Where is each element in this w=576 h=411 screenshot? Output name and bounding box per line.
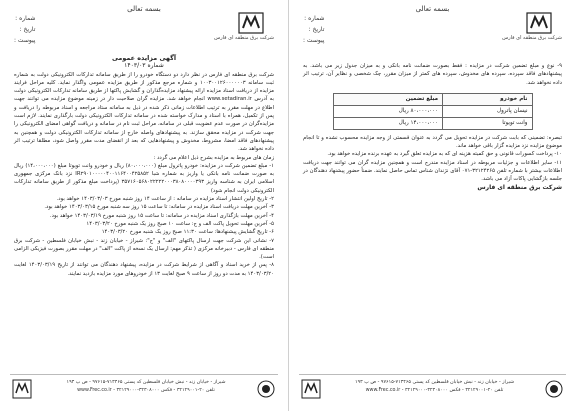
letter-meta — [14, 13, 35, 46]
meta-number: شماره : — [304, 15, 325, 22]
footer-address — [40, 379, 252, 395]
page-footer — [299, 374, 566, 401]
notice-item-10: ۱۰- پرداخت کسورات قانونی و حق کمیته هزینه ای که به مزایده تعلق گیرد به عهده برنده مزایده خواهد بود. — [327, 151, 562, 158]
notice-title: آگهی مزایده عمومی — [111, 54, 177, 62]
meta-date: تاریخ : — [19, 26, 36, 33]
table-cell-vehicle: نیسان پاترول — [443, 105, 532, 117]
footer-address — [329, 379, 540, 395]
bismillah-heading: بسمه تعالی — [127, 5, 161, 13]
table-row — [333, 117, 532, 129]
table-header-amount: مبلغ تضمین — [333, 93, 443, 105]
letter-meta — [303, 13, 324, 46]
footer-contact-line: تلفن ۲۰-۳۲۱۲۹۰۰۱ - فکس ۳۲۳۰۸۰۰۰-۳۲۱۲۹۰۰۰ - www.Frec.co.ir — [365, 388, 504, 393]
company-logo — [214, 12, 274, 41]
table-cell-amount: ۱۴،۰۰۰،۰۰۰ ریال — [333, 117, 443, 129]
footer-logo-icon — [12, 379, 32, 399]
guarantee-table — [333, 93, 533, 130]
signature-line: شرکت برق منطقه ای فارس — [477, 183, 562, 191]
notice-item-1: ۱- مبلغ تضمین شرکت در مزایده: خودرو پاترول مبلغ (۸۰،۰۰۰،۰۰۰) ریال و خودرو وانت تویوتا مبلغ (۱۴،۰۰۰،۰۰۰) ریال به صورت ضمانت نامه بانکی یا واریز به شماره شبا IR۲۹۰۱۰۰۰۰۰۴۰۰۱۱۶۴۰۰۴۲۵۸۵۲ نزد بانک مرکزی جمهوری اسلامی ایران به شناسه واریز ۳۵۷۱۶۰۵۶۸۰۲۲۲۲۲۰۰۰۳۸۰۸۰۰۰۰۳۹۳ (پرداخت مبلغ مذکور از طریق سامانه تدارکات الکترونیکی دولت انجام شود) — [14, 162, 274, 194]
meta-attachment: پیوست : — [14, 37, 36, 44]
table-row — [333, 105, 532, 117]
notice-item-5: ۵- آخرین مهلت تحویل پاکت الف و ج: ساعت ۱۰ صبح روز یک شنبه مورخ ۱۴۰۳/۰۳/۲۰ — [86, 220, 274, 227]
notice-item-7: ۷- نشانی این شرکت جهت ارسال پاکتهای "الف" و "ج": شیراز - خیابان زند - نبش خیابان فلسطین - شرکت برق منطقه ای فارس - دبیرخانه مرکزی ( تذکر مهم: ارسال یک نسخه از پاکت "الف" در مهلت مقرر بصورت فیزیکی الزامی است). — [14, 237, 274, 261]
table-header-row — [333, 93, 532, 105]
notice-item-2: ۲- تاریخ اولین انتشار اسناد مزایده در سامانه : از ساعت ۱۴ روز شنبه مورخ ۱۴۰۳/۰۳/۰۳ خواهد بود. — [56, 196, 274, 203]
company-name: شرکت برق منطقه ای فارس — [214, 35, 274, 41]
company-name: شرکت برق منطقه ای فارس — [502, 35, 562, 41]
notice-item-9: ۹- نوع و مبلغ تضمین شرکت در مزایده : فقط بصورت ضمانت نامه بانکی و به میزان جدول زیر می باشد. به پیشنهادهای فاقد سپرده، سپرده های مخدوش، سپرده های کمتر از میزان مقرر، چک شخصی و نظایر آن، ترتیب اثر داده نخواهد شد. — [303, 63, 562, 86]
table-cell-vehicle: وانت تویوتا — [443, 117, 532, 129]
footer-badge-icon — [544, 379, 564, 399]
notice-note: تبصره: تضمینی که بابت شرکت در مزایده تحویل می گردد به عنوان قسمتی از وجه مزایده محسوب نشده و تا انجام موضوع مزایده نزد مزایده گزار باقی خواهد ماند. — [303, 134, 562, 150]
meta-number: شماره : — [15, 15, 36, 22]
notice-number: شماره ۱۴۰۳/۰۳ — [124, 62, 164, 70]
footer-address-line: شیراز - خیابان زند - نبش خیابان فلسطین کد پستی ۷۱۳۴۶۵-۹۷۶۱۵ - ص پ ۱۹۳ — [355, 380, 514, 385]
footer-contact-line: تلفن ۲۰-۳۲۱۲۹۰۰۱ - فکس ۳۲۳۰۸۰۰۰-۳۲۱۲۹۰۰۰ - www.Frec.co.ir — [77, 388, 215, 393]
notice-item-6: ۶- تاریخ گشایش پیشنهادها: ساعت ۱۱:۳۰ صبح روز یک شنبه مورخ ۱۴۰۳/۰۳/۲۰ — [101, 229, 274, 236]
footer-logo-icon — [301, 379, 321, 399]
right-page — [288, 0, 576, 411]
table-header-vehicle: نام خودرو — [443, 93, 532, 105]
tender-notice-continued — [303, 62, 562, 192]
footer-address-line: شیراز - خیابان زند - نبش خیابان فلسطین کد پستی ۷۱۳۴۶۵-۹۷۶۱۵ - ص پ ۱۹۳ — [66, 380, 226, 385]
footer-badge-icon — [256, 379, 276, 399]
meta-attachment: پیوست : — [303, 37, 325, 44]
notice-item-3: ۳- آخرین مهلت دریافت اسناد مزایده در سامانه: تا ساعت ۱۵ روز سه شنبه مورخ ۱۴۰۳/۰۳/۱۵ خواهد بود. — [44, 204, 274, 211]
notice-paragraph-schedule: زمان های مربوط به مزایده بشرح ذیل اعلام می گردد : — [153, 154, 274, 161]
company-logo-icon — [526, 12, 552, 34]
company-logo — [502, 12, 562, 41]
notice-paragraph-intro: شرکت برق منطقه ای فارس در نظر دارد دو دستگاه خودرو را از طریق سامانه تدارکات الکترونیکی دولت به شماره ثبت سامانه ۱۰۰۳۰۰۱۲۶۰۰۰۰۰۰۳ و شماره مرجع مذکور از طریق مزایده عمومی واگذار نماید. کلیه مراحل فرایند مزایده از دریافت اسناد مزایده ارائه پیشنهاد مزایده‌گذاران و گشایش پاکتها از طریق سامانه تدارکات الکترونیکی دولت به آدرس www.setadiran.ir انجام خواهد شد. مزایده گران صلاحیت دار در زمینه موضوع مزایده می توانند جهت اطلاع در مهلت مقرر به ترتیب اطلاعات زمانی ذکر شده در ذیل به سامانه ستاد مراجعه و اسناد مربوطه را دریافت و پس از تکمیل، همراه با اسناد و مدارک خواسته شده در سامانه تدارکات الکترونیکی دولت بارگذاری نمایند. لازم است مزایده‌گران در صورت عدم عضویت قبلی در سامانه، مراحل ثبت نام در سامانه و دریافت گواهی امضای الکترونیکی را جهت شرکت در مزایده محقق سازند. به پیشنهادهای واصله خارج از سامانه تدارکات الکترونیکی دولت و همچنین به پیشنهادهای فاقد امضا، مشروط، مخدوش و پیشنهادهایی که بعد از انقضای مدت مقرر واصل شود، مطلقا ترتیب اثر داده نخواهد شد. — [14, 71, 274, 153]
page-header — [289, 0, 576, 66]
bismillah-heading: بسمه تعالی — [415, 5, 450, 13]
company-logo-icon — [238, 12, 264, 34]
tender-notice-body — [14, 54, 274, 278]
notice-item-4: ۴- آخرین مهلت بازگذاری اسناد مزایده در سامانه: تا ساعت ۱۵ روز شنبه مورخ ۱۴۰۳/۰۳/۱۹ خواهد بود. — [49, 212, 274, 219]
meta-date: تاریخ : — [308, 26, 325, 33]
notice-item-11: ۱۱- سایر اطلاعات و جزئیات مربوطه در اسناد مزایده مندرج است و همچنین مزایده گران می توانند جهت دریافت اطلاعات بیشتر با شماره تلفن ۳۲۱۲۴۲۶۵-۰۷۱ آقای نژندان شناس تماس حاصل نمایند. ضمناً حضور پیشنهاد دهندگان در جلسه بازگشایی پاکات آزاد می باشد. — [303, 159, 562, 183]
table-cell-amount: ۸۰،۰۰۰،۰۰۰ ریال — [333, 105, 443, 117]
notice-item-8: ۸- پس از خرید اسناد و آگاهی از شرایط شرکت در مزایده، پیشنهاد دهندگان می توانند از تاریخ ۱۴۰۳/۰۳/۱۹ لغایت ۱۴۰۳/۰۳/۲۰ به مدت دو روز از ساعت ۹ صبح لغایت ۱۳ از خودروهای مورد مزایده بازدید نمایند. — [14, 262, 274, 277]
page-footer — [10, 374, 278, 401]
